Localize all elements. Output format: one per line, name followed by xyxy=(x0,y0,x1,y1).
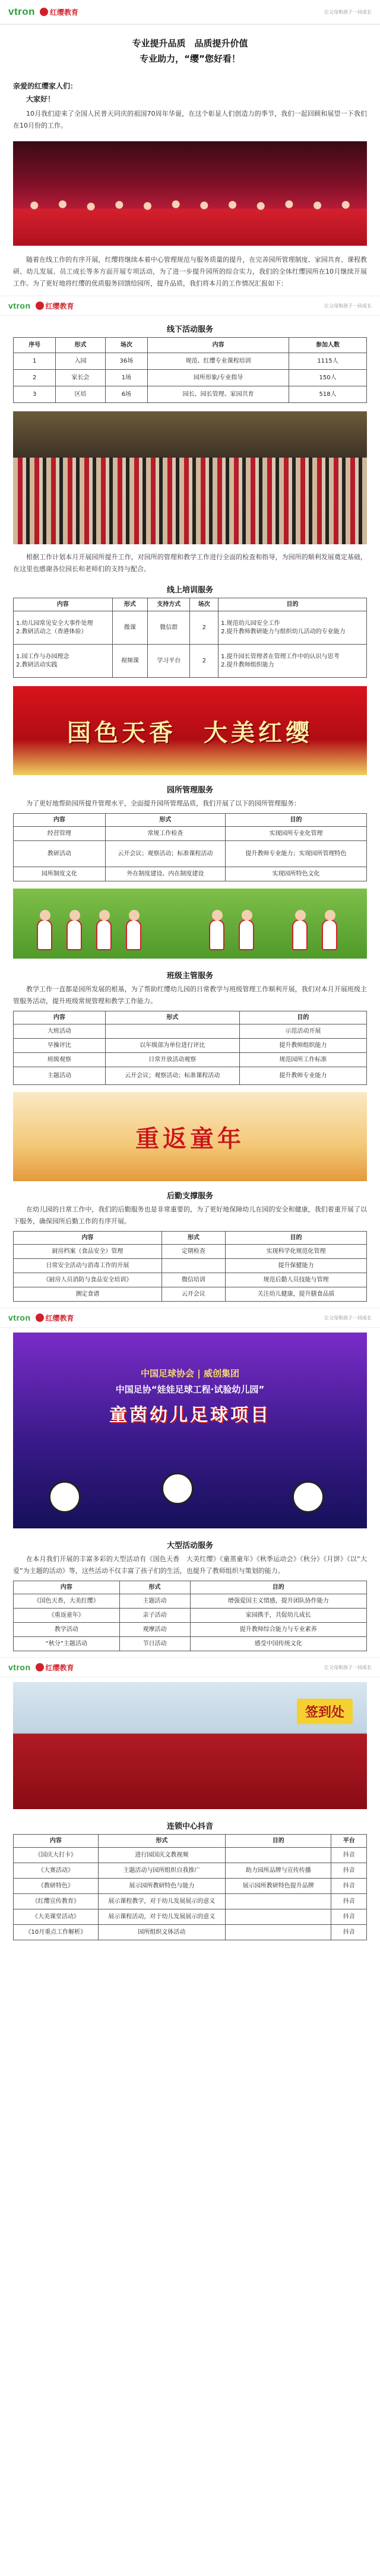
signin-desk-photo xyxy=(13,1682,367,1809)
hello: 大家好！ xyxy=(26,95,55,103)
table-cell xyxy=(225,1848,331,1863)
table-header-cell: 形式 xyxy=(162,1232,225,1245)
table-row xyxy=(14,827,367,841)
table-cell: 《厨房人员消防与食品安全培训》 xyxy=(14,1273,162,1287)
table-header-cell: 形式 xyxy=(112,598,148,611)
table-row xyxy=(14,1024,367,1039)
table-header-row xyxy=(14,1581,367,1594)
table-header-row xyxy=(14,1835,367,1848)
soccer-ball-icon xyxy=(49,1481,81,1513)
table-header-cell: 目的 xyxy=(190,1581,367,1594)
table-cell: 1115人 xyxy=(289,353,367,370)
table-header-cell: 场次 xyxy=(190,598,218,611)
table-cell: 150人 xyxy=(289,370,367,386)
table-cell: 实现园所专业化管理 xyxy=(225,827,366,841)
signin-sign: 签到处 xyxy=(297,1699,353,1724)
paragraph-6: 在本月我们开展的丰富多彩的大型活动有《国色天香 大美红缨》《童蒸童年》《秋季运动会》《秋分》《月饼》《以“大爱”为主题的活动》等，这些活动不仅丰富了孩子们的生活，也提升了教师组织与策划的能力。 xyxy=(13,1555,367,1575)
table-row xyxy=(14,386,367,403)
table-cell: 《国庆大打卡》 xyxy=(14,1848,99,1863)
vtron-logo: vtron xyxy=(8,6,35,17)
table-header-cell: 形式 xyxy=(119,1581,190,1594)
band-slogan-2: 让父母和孩子一同成长 xyxy=(324,1315,372,1321)
table-cell: “秋分”主题活动 xyxy=(14,1637,120,1651)
banner-guose-tianxiang xyxy=(13,686,367,775)
table-cell: 《10月重点工作解析》 xyxy=(14,1925,99,1940)
table-header-cell: 目的 xyxy=(218,598,367,611)
hall-crowd xyxy=(13,458,367,544)
table-cell xyxy=(225,1909,331,1925)
offline-table xyxy=(13,337,367,403)
title-line-1: 专业提升品质 品质提升价值 xyxy=(132,38,248,49)
table-cell: 3 xyxy=(14,386,56,403)
table-cell: 教学活动 xyxy=(14,1623,120,1637)
table-cell: 规范后勤人员技能与管理 xyxy=(225,1273,366,1287)
table-cell: 抖音 xyxy=(331,1925,367,1940)
table-cell: 常规工作检查 xyxy=(105,827,225,841)
section-online-title: 线上培训服务 xyxy=(166,586,213,595)
intro-paragraph: 10月我们迎来了全国人民普天同庆的祖国70周年华诞，在这个彰显人们创造力的季节，我们一起回顾和展望一下我们在10月份的工作。 xyxy=(13,110,367,129)
table-row xyxy=(14,841,367,867)
hongying-logo xyxy=(36,1313,74,1323)
table-header-cell: 目的 xyxy=(239,1011,366,1024)
table-cell: 《国色天香，大美红缨》 xyxy=(14,1594,120,1609)
logo-group xyxy=(8,6,78,18)
online-table xyxy=(13,598,367,678)
table-cell: 2 xyxy=(14,370,56,386)
class-table-wrap xyxy=(0,1011,380,1085)
table-cell: 展示课程教学，对于幼儿发展展示的意义 xyxy=(98,1894,225,1909)
table-header-cell: 内容 xyxy=(148,338,289,353)
table-cell xyxy=(162,1259,225,1273)
hongying-logo-icon xyxy=(36,302,44,310)
hongying-logo xyxy=(36,1663,74,1673)
banner-red-text: 国色天香 大美红缨 xyxy=(67,718,313,747)
table-header-cell: 形式 xyxy=(56,338,105,353)
class-table xyxy=(13,1011,367,1085)
stage-crowd xyxy=(13,188,367,246)
band-logos-1 xyxy=(8,301,74,311)
table-header-cell: 参加人数 xyxy=(289,338,367,353)
table-header-row xyxy=(14,814,367,827)
events-table xyxy=(13,1581,367,1651)
table-cell: 抖音 xyxy=(331,1909,367,1925)
child-figure xyxy=(209,919,224,950)
offline-table-wrap xyxy=(0,337,380,403)
hongying-logo xyxy=(40,7,78,17)
douyin-table xyxy=(13,1834,367,1940)
events-table-wrap xyxy=(0,1581,380,1651)
table-cell: 云开会议；观察活动；标准课程活动 xyxy=(105,841,225,867)
table-cell: 外在制度建设、内在制度建设 xyxy=(105,867,225,881)
child-figure xyxy=(239,919,254,950)
section-band-3 xyxy=(0,1657,380,1677)
table-row xyxy=(14,1067,367,1085)
table-cell: 《大美课堂活动》 xyxy=(14,1909,99,1925)
table-row xyxy=(14,1848,367,1863)
table-cell: 经营管理 xyxy=(14,827,106,841)
table-cell: 日常开放活动观察 xyxy=(105,1053,239,1067)
table-cell: 关注幼儿健康，提升膳食品质 xyxy=(225,1287,366,1302)
banner-chongfan-tongnian xyxy=(13,1092,367,1181)
table-row xyxy=(14,1623,367,1637)
table-cell: 2 xyxy=(190,645,218,678)
table-cell: 《重返童年》 xyxy=(14,1609,120,1623)
table-cell: 园所制度文化 xyxy=(14,867,106,881)
table-row xyxy=(14,1245,367,1259)
table-header-cell: 形式 xyxy=(105,1011,239,1024)
table-cell: 节日活动 xyxy=(119,1637,190,1651)
table-cell: 抖音 xyxy=(331,1879,367,1894)
table-cell: 2 xyxy=(190,611,218,645)
paragraph-4: 教学工作一直都是园所发展的根基，为了帮助红缨幼儿园的日常教学与班级管理工作顺利开展，我们对本月开展班级主管服务活动，提升班级常规管理和教学工作能力。 xyxy=(13,985,367,1005)
table-cell: 园长、园长管理、家园共育 xyxy=(148,386,289,403)
section-band-1 xyxy=(0,296,380,316)
table-header-cell: 内容 xyxy=(14,1581,120,1594)
table-row xyxy=(14,1053,367,1067)
table-row xyxy=(14,1039,367,1053)
management-table-wrap xyxy=(0,813,380,881)
vtron-logo: vtron xyxy=(8,301,31,310)
child-figure xyxy=(37,919,52,950)
band-logos-2 xyxy=(8,1313,74,1323)
table-cell: 提升教师组织能力 xyxy=(239,1039,366,1053)
hall-group-photo xyxy=(13,411,367,544)
band-slogan-1: 让父母和孩子一同成长 xyxy=(324,303,372,309)
table-cell: 展示园所教研特色提升品牌 xyxy=(225,1879,331,1894)
child-figure xyxy=(96,919,112,950)
table-cell: 微信培训 xyxy=(162,1273,225,1287)
soccer-org-line: 中国足球协会 | 威创集团 xyxy=(141,1368,239,1379)
table-cell: 助力园所品牌与宣传传播 xyxy=(225,1863,331,1879)
table-cell xyxy=(225,1894,331,1909)
management-table xyxy=(13,813,367,881)
table-cell: 云开会议；观察活动；标准课程活动 xyxy=(105,1067,239,1085)
table-cell: 日常安全活动与消毒工作的开展 xyxy=(14,1259,162,1273)
table-cell: 示范活动开展 xyxy=(239,1024,366,1039)
table-header-cell: 支持方式 xyxy=(148,598,190,611)
table-cell: 提升教师专业能力 xyxy=(239,1067,366,1085)
table-cell: 1场 xyxy=(105,370,147,386)
soccer-project-poster xyxy=(13,1333,367,1528)
banner-cny-text: 重返童年 xyxy=(135,1124,245,1153)
table-cell: 微课 xyxy=(112,611,148,645)
table-cell: 进行园国庆文教视频 xyxy=(98,1848,225,1863)
table-header-cell: 内容 xyxy=(14,598,113,611)
table-cell: 主题活动与园所组织自我推广 xyxy=(98,1863,225,1879)
table-cell: 大班活动 xyxy=(14,1024,106,1039)
section-class-title: 班级主管服务 xyxy=(166,972,213,981)
table-header-cell: 目的 xyxy=(225,814,366,827)
table-cell: 《红缨宣传教育》 xyxy=(14,1894,99,1909)
section-logistics-title: 后勤支撑服务 xyxy=(166,1192,213,1201)
table-row xyxy=(14,1273,367,1287)
table-row xyxy=(14,1894,367,1909)
table-cell: 1.园工作与办园理念 2.教研活动实践 xyxy=(14,645,113,678)
table-cell: 6场 xyxy=(105,386,147,403)
table-cell: 提升教师专业能力；实现园所管理特色 xyxy=(225,841,366,867)
table-cell: 提升教师综合能力与专业素养 xyxy=(190,1623,367,1637)
section-events-title: 大型活动服务 xyxy=(166,1541,213,1550)
table-row xyxy=(14,1259,367,1273)
table-cell: 园所组织文体活动 xyxy=(98,1925,225,1940)
table-row xyxy=(14,1594,367,1609)
table-cell: 1 xyxy=(14,353,56,370)
band-logos-3 xyxy=(8,1663,74,1673)
paragraph-2: 根据工作计划本月开展园所提升工作，对园所的管理和教学工作进行全面的检查和指导，为园所的顺利发展奠定基础，在这里也感谢各位园长和老师们的支持与配合。 xyxy=(13,553,367,573)
hongying-logo-icon xyxy=(36,1663,44,1671)
section-band-2 xyxy=(0,1308,380,1328)
table-cell: 测定食谱 xyxy=(14,1287,162,1302)
table-header-cell: 场次 xyxy=(105,338,147,353)
table-cell: 入园 xyxy=(56,353,105,370)
table-cell: 提升保健能力 xyxy=(225,1259,366,1273)
hongying-logo-text: 红缨教育 xyxy=(45,1663,74,1672)
table-cell: 家园携手，共促幼儿成长 xyxy=(190,1609,367,1623)
child-figure xyxy=(66,919,82,950)
paragraph-3: 为了更好地帮助园所提升管理水平，全面提升园所管理品质，我们开展了以下的园所管理服务： xyxy=(26,800,300,807)
lawn-children-photo xyxy=(13,889,367,959)
table-cell: 班级观察 xyxy=(14,1053,106,1067)
table-cell: 展示园所教研特色与能力 xyxy=(98,1879,225,1894)
table-row xyxy=(14,1879,367,1894)
section-management-title: 园所管理服务 xyxy=(166,786,213,795)
table-cell: 感受中国传统文化 xyxy=(190,1637,367,1651)
table-cell: 实现科学化规范化管理 xyxy=(225,1245,366,1259)
table-header-row xyxy=(14,1232,367,1245)
table-cell: 规范园所工作标准 xyxy=(239,1053,366,1067)
table-cell: 以年级部为单位进行评比 xyxy=(105,1039,239,1053)
table-cell: 视频课 xyxy=(112,645,148,678)
table-row xyxy=(14,370,367,386)
table-header-row xyxy=(14,598,367,611)
child-figure xyxy=(292,919,308,950)
table-header-cell: 内容 xyxy=(14,1835,99,1848)
hongying-logo-text: 红缨教育 xyxy=(45,302,74,310)
vtron-logo: vtron xyxy=(8,1313,31,1322)
table-header-cell: 平台 xyxy=(331,1835,367,1848)
table-row xyxy=(14,1925,367,1940)
table-cell: 规范、红缨专业课程培训 xyxy=(148,353,289,370)
child-figure xyxy=(126,919,141,950)
table-row xyxy=(14,1609,367,1623)
table-cell: 展示课程活动，对于幼儿发展展示的意义 xyxy=(98,1909,225,1925)
logistics-table xyxy=(13,1231,367,1302)
table-row xyxy=(14,645,367,678)
child-figure xyxy=(322,919,337,950)
logistics-table-wrap xyxy=(0,1231,380,1302)
online-table-wrap xyxy=(0,598,380,678)
soccer-ball-icon xyxy=(292,1481,324,1513)
table-cell: 微信群 xyxy=(148,611,190,645)
table-cell: 36场 xyxy=(105,353,147,370)
table-cell: 厨房档案（食品安全）管理 xyxy=(14,1245,162,1259)
table-row xyxy=(14,867,367,881)
table-cell: 云开会议 xyxy=(162,1287,225,1302)
table-header-cell: 形式 xyxy=(98,1835,225,1848)
table-cell: 园所形象/专业指导 xyxy=(148,370,289,386)
table-cell: 教研活动 xyxy=(14,841,106,867)
table-cell: 亲子活动 xyxy=(119,1609,190,1623)
table-cell xyxy=(225,1925,331,1940)
table-row xyxy=(14,353,367,370)
page-header xyxy=(0,0,380,25)
table-cell: 定期检查 xyxy=(162,1245,225,1259)
table-cell: 抖音 xyxy=(331,1863,367,1879)
table-cell: 主题活动 xyxy=(119,1594,190,1609)
table-header-cell: 内容 xyxy=(14,814,106,827)
table-header-cell: 目的 xyxy=(225,1232,366,1245)
section-offline-title: 线下活动服务 xyxy=(166,325,213,334)
section-douyin-title: 连锁中心抖音 xyxy=(166,1822,213,1831)
paragraph-5: 在幼儿园的日常工作中，我们的后勤服务也是非常重要的，为了更好地保障幼儿在园的安全和健康，我们着重开展了以下服务，确保园所后勤工作的有序开展。 xyxy=(13,1205,367,1225)
table-cell: 主题活动 xyxy=(14,1067,106,1085)
soccer-project-line: 中国足协“娃娃足球工程·试验幼儿园” xyxy=(115,1384,265,1395)
greeting: 亲爱的红缨家人们： xyxy=(13,82,78,90)
hongying-logo xyxy=(36,301,74,311)
table-cell: 实现园所特色文化 xyxy=(225,867,366,881)
table-cell: 早操评比 xyxy=(14,1039,106,1053)
table-cell: 抖音 xyxy=(331,1894,367,1909)
band-slogan-3: 让父母和孩子一同成长 xyxy=(324,1664,372,1670)
table-header-cell: 目的 xyxy=(225,1835,331,1848)
table-cell: 《大赛活动》 xyxy=(14,1863,99,1879)
hongying-logo-text: 红缨教育 xyxy=(50,8,79,17)
table-header-row xyxy=(14,338,367,353)
title-line-2: 专业助力，“缨”您好看！ xyxy=(140,53,240,64)
table-cell: 增强爱国主义情感，提升团队协作能力 xyxy=(190,1594,367,1609)
intro-paragraph-2: 随着在线工作的有序开展，红缨将继续本着中心管理规范与服务质量的提升，在完善园所管理制度、家园共育、课程教研、幼儿发展、员工成长等多方面开展专项活动，为了进一步提升园所的综合实力，我们的全体红缨园所在10月继续开展工作。为了更好地将红缨的优质服务回馈给园所，提升品质，我们将本月的工作情况汇报如下： xyxy=(13,256,367,287)
table-row xyxy=(14,1909,367,1925)
header-slogan: 让父母和孩子一同成长 xyxy=(324,9,372,15)
table-cell: 观摩活动 xyxy=(119,1623,190,1637)
vtron-logo: vtron xyxy=(8,1663,31,1672)
table-header-cell: 内容 xyxy=(14,1011,106,1024)
douyin-table-wrap xyxy=(0,1834,380,1940)
table-cell: 家长会 xyxy=(56,370,105,386)
stage-group-photo xyxy=(13,141,367,246)
table-cell: 1.提升园长管理者在管理工作中的认识与思考 2.提升教师组织能力 xyxy=(218,645,367,678)
table-header-cell: 序号 xyxy=(14,338,56,353)
table-cell: 1.幼儿园常见安全大事件处理 2.教研活动之（香港体验） xyxy=(14,611,113,645)
table-cell: 518人 xyxy=(289,386,367,403)
table-cell xyxy=(105,1024,239,1039)
hongying-logo-icon xyxy=(40,8,48,16)
soccer-ball-icon xyxy=(162,1473,194,1505)
table-cell: 学习平台 xyxy=(148,645,190,678)
hongying-logo-text: 红缨教育 xyxy=(45,1314,74,1322)
table-header-cell: 形式 xyxy=(105,814,225,827)
table-cell: 抖音 xyxy=(331,1848,367,1863)
table-row xyxy=(14,611,367,645)
table-row xyxy=(14,1287,367,1302)
table-row xyxy=(14,1863,367,1879)
table-header-row xyxy=(14,1011,367,1024)
hongying-logo-icon xyxy=(36,1314,44,1322)
table-row xyxy=(14,1637,367,1651)
table-cell: 区培 xyxy=(56,386,105,403)
table-cell: 《教研特色》 xyxy=(14,1879,99,1894)
table-cell: 1.规范幼儿园安全工作 2.提升教师教研能力与组织幼儿活动的专业能力 xyxy=(218,611,367,645)
table-header-cell: 内容 xyxy=(14,1232,162,1245)
soccer-title: 童茵幼儿足球项目 xyxy=(109,1405,271,1426)
